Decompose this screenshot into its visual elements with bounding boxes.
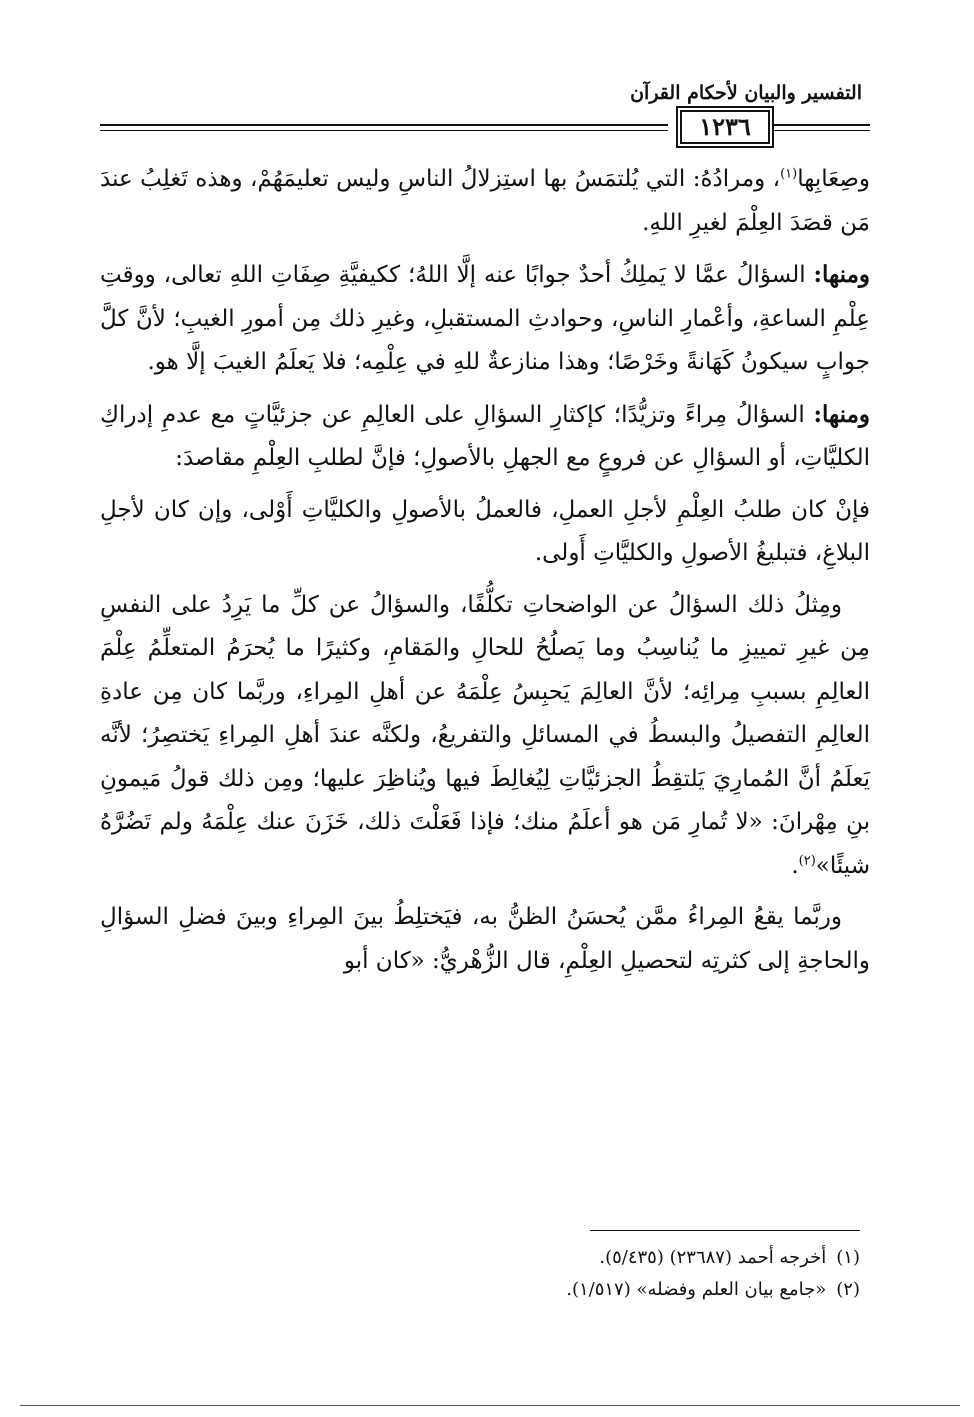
footnote-ref-1[interactable]: (١) bbox=[780, 166, 798, 182]
paragraph-text: فإنْ كان طلبُ العِلْمِ لأجلِ العملِ، فالعملُ بالأصولِ والكليَّاتِ أَوْلى، وإن كان لأجلِ البلاغِ، فتبليغُ الأصولِ والكليَّاتِ أَولى. bbox=[100, 496, 870, 566]
paragraph-text: وربَّما يقعُ المِراءُ ممَّن يُحسَنُ الظنُّ به، فيَختلِطُ بينَ المِراءِ وبينَ فضلِ السؤالِ والحاجةِ إلى كثرتِه لتحصيلِ العِلْمِ، قال الزُّهْريُّ: «كان أبو bbox=[100, 904, 870, 974]
running-title: التفسير والبيان لأحكام القرآن bbox=[630, 82, 862, 104]
paragraph-text: ، ومرادُهُ: التي يُلتمَسُ بها استِزلالُ الناسِ وليس تعليمَهُمْ، وهذه تَغلِبُ عندَ مَن قصَدَ العِلْمَ لغيرِ اللهِ. bbox=[100, 166, 870, 236]
footnote-ref-2[interactable]: (٢) bbox=[798, 852, 816, 868]
paragraph-text: ومِثلُ ذلك السؤالُ عن الواضحاتِ تكلُّفًا، والسؤالُ عن كلِّ ما يَرِدُ على النفسِ مِن غيرِ تمييزِ ما يُناسِبُ وما يَصلُحُ للحالِ والمَقامِ، وكثيرًا ما يُحرَمُ المتعلِّمُ عِلْمَ العالِمِ بسببِ مِرائِه؛ لأنَّ العالِمَ يَحبِسُ عِلْمَهُ عن أهلِ المِراءِ، وربَّما كان مِن عادةِ العالِمِ التفصيلُ والبسطُ في المسائلِ والتفريعُ، ولكنَّه عندَ أهلِ المِراءِ يَختصِرُ؛ لأنَّه يَعلَمُ أنَّ المُمارِيَ يَلتقِطُ الجزئيَّاتِ لِيُغالِطَ فيها ويُناظِرَ عليها؛ ومِن ذلك قولُ مَيمونِ بنِ مِهْرانَ: «لا تُمارِ مَن هو أعلَمُ منك؛ فإذا فَعَلْتَ ذلك، خَزَنَ عنك عِلْمَهُ ولم تَضُرَّهُ شيئًا» bbox=[100, 591, 870, 879]
paragraph-text: وصِعَابِها bbox=[797, 166, 870, 192]
paragraph-6 bbox=[100, 896, 870, 983]
footnote-2 bbox=[100, 1274, 860, 1306]
footnote-number: (١) bbox=[836, 1247, 860, 1268]
footnote-text: «جامع بيان العلم وفضله» (١/٥١٧). bbox=[566, 1279, 827, 1300]
paragraph-lead: ومنها: bbox=[813, 261, 870, 288]
page-header bbox=[100, 82, 870, 142]
main-text bbox=[100, 158, 870, 991]
paragraph-1 bbox=[100, 158, 870, 245]
paragraph-2 bbox=[100, 253, 870, 385]
paragraph-text: . bbox=[791, 852, 799, 879]
header-rule-left bbox=[100, 124, 668, 126]
footnote-separator bbox=[590, 1230, 860, 1231]
footnotes bbox=[100, 1242, 860, 1306]
page-number: ١٢٣٦ bbox=[680, 110, 770, 144]
page-bottom-edge bbox=[20, 1405, 960, 1406]
paragraph-3 bbox=[100, 393, 870, 481]
header-rule-left-thin bbox=[100, 130, 668, 131]
paragraph-5 bbox=[100, 584, 870, 889]
header-rule-right bbox=[770, 124, 870, 126]
footnote-number: (٢) bbox=[836, 1279, 860, 1300]
paragraph-text: السؤالُ عمَّا لا يَملِكُ أحدٌ جوابًا عنه إلَّا اللهُ؛ ككيفيَّةِ صِفَاتِ اللهِ تعالى، ووقتِ عِلْمِ الساعةِ، وأعْمارِ الناسِ، وحوادثِ المستقبلِ، وغيرِ ذلك مِن أمورِ الغيبِ؛ لأنَّ كلَّ جوابٍ سيكونُ كَهَانةً وخَرْصًا؛ وهذا منازعةٌ للهِ في عِلْمِه؛ فلا يَعلَمُ الغيبَ إلَّا هو. bbox=[100, 262, 870, 375]
footnote-text: أخرجه أحمد (٢٣٦٨٧) (٥/٤٣٥). bbox=[599, 1247, 827, 1268]
paragraph-text: السؤالُ مِراءً وتزيُّدًا؛ كإكثارِ السؤالِ على العالِمِ عن جزئيَّاتٍ مع عدمِ إدراكِ الكليَّاتِ، أو السؤالِ عن فروعٍ مع الجهلِ بالأصولِ؛ فإنَّ لطلبِ العِلْمِ مقاصدَ: bbox=[100, 401, 870, 471]
paragraph-4 bbox=[100, 489, 870, 576]
header-rule-right-thin bbox=[770, 130, 870, 131]
paragraph-lead: ومنها: bbox=[813, 400, 870, 428]
footnote-1 bbox=[100, 1242, 860, 1274]
